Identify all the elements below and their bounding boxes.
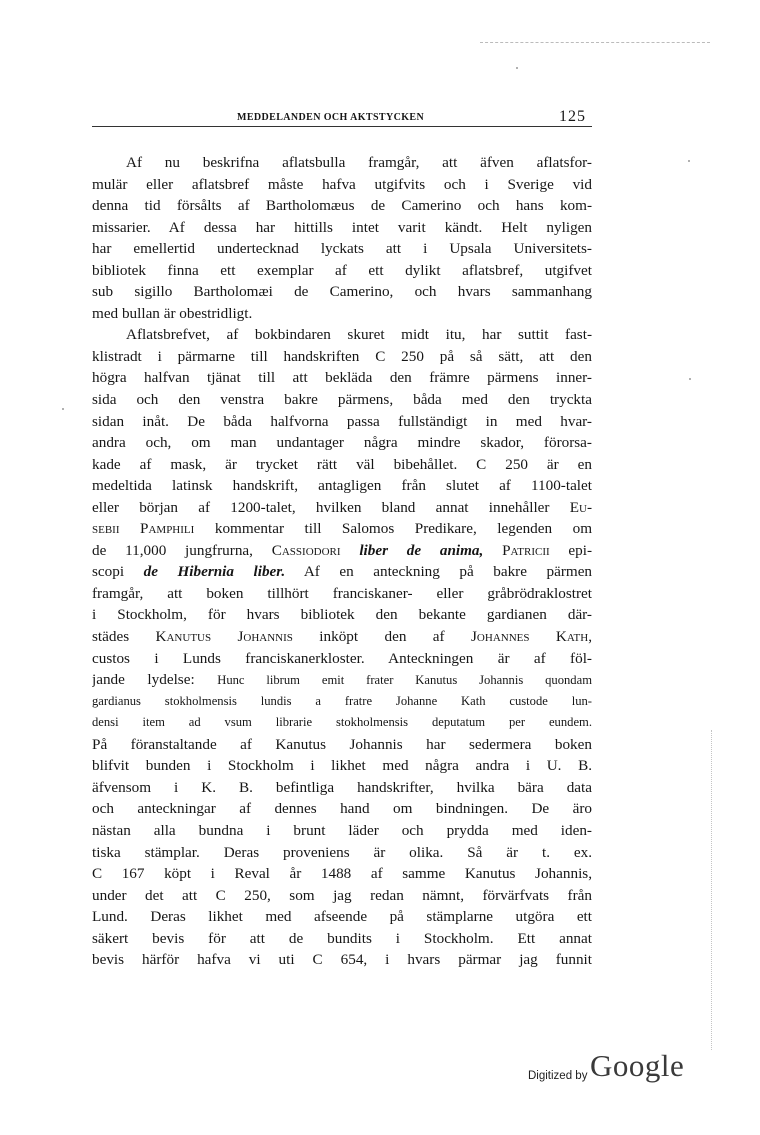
author-name: Eu- — [569, 498, 592, 516]
text-segment: de 11,000 jungfrurna, — [92, 541, 253, 559]
digitized-by-label: Digitized by — [528, 1070, 588, 1082]
quoted-inscription: Hunc librum emit frater Kanutus Johannis quondam — [217, 673, 592, 688]
text-segment: scopi — [92, 563, 125, 581]
scan-artifact-dot — [516, 67, 518, 69]
author-name: sebii Pamphili — [92, 520, 195, 538]
text-segment: inköpt den af — [319, 628, 445, 646]
text-line: sidan inåt. De båda halfvorna passa fullständigt in med hvar- — [92, 412, 592, 430]
text-line — [92, 540, 592, 562]
text-segment: jande lydelse: — [92, 671, 195, 689]
text-line: sub sigillo Bartholomæi de Camerino, och hvars sammanhang — [92, 283, 592, 301]
text-line: denna tid försålts af Bartholomæus de Camerino och hans kom- — [92, 197, 592, 215]
text-line: säkert bevis för att de bundits i Stockholm. Ett annat — [92, 929, 592, 947]
scan-artifact-dot — [689, 378, 691, 380]
text-line: Lund. Deras likhet med afseende på stämplarne utgöra ett — [92, 908, 592, 926]
quoted-inscription: gardianus stokholmensis lundis a fratre Johanne Kath custode lun- — [92, 693, 592, 708]
text-line: med bullan är obestridligt. — [92, 304, 253, 322]
text-line: under det att C 250, som jag redan nämnt, förvärfvats från — [92, 886, 592, 904]
text-segment: eller början af 1200-talet, hvilken bland annat innehåller — [92, 498, 550, 516]
text-line: blifvit bunden i Stockholm i likhet med några andra i U. B. — [92, 757, 592, 775]
author-name: Patricii — [502, 541, 550, 559]
text-line — [92, 626, 592, 648]
running-title: MEDDELANDEN OCH AKTSTYCKEN — [237, 112, 425, 123]
text-line: bibliotek finna ett exemplar af ett dylikt aflatsbref, utgifvet — [92, 261, 592, 279]
text-line — [92, 518, 592, 540]
scan-artifact-dot — [688, 160, 690, 162]
text-line: custos i Lunds franciskanerkloster. Anteckningen är af föl- — [92, 649, 592, 667]
text-line: har emellertid undertecknad lyckats att i Upsala Universitets- — [92, 240, 592, 258]
text-segment: städes — [92, 628, 130, 646]
author-name: Cassiodori — [271, 541, 341, 559]
text-line: framgår, att boken tillhört franciskaner- eller gråbrödraklostret — [92, 584, 592, 602]
text-line: nästan alla bundna i brunt läder och prydda med iden- — [92, 821, 592, 839]
text-line: sida och den venstra bakre pärmens, båda med den tryckta — [92, 391, 592, 409]
text-line: högra halfvan tjänat till att bekläda den främre pärmens inner- — [92, 369, 592, 387]
text-line: kade af mask, är trycket rätt väl bibehållet. C 250 är en — [92, 455, 592, 473]
text-line: På föranstaltande af Kanutus Johannis har sedermera boken — [92, 735, 592, 753]
body-text — [92, 152, 592, 971]
text-segment: Af en anteckning på bakre pärmen — [303, 563, 592, 581]
scan-artifact-dot — [62, 408, 64, 410]
person-name: Johannes Kath, — [471, 628, 592, 646]
text-line: missarier. Af dessa har hittills intet varit kändt. Helt nyligen — [92, 218, 592, 236]
text-line: andra och, om man undantager några mindre skador, förorsa- — [92, 434, 592, 452]
text-segment: epi- — [568, 541, 592, 559]
text-line: Aflatsbrefvet, af bokbindaren skuret midt itu, har suttit fast- — [126, 326, 592, 344]
page-number: 125 — [559, 108, 586, 125]
text-line: Af nu beskrifna aflatsbulla framgår, att äfven aflatsfor- — [126, 154, 592, 171]
work-title: liber de anima, — [359, 541, 484, 559]
text-line: äfvensom i K. B. befintliga handskrifter, hvilka bära data — [92, 778, 592, 796]
text-segment: kommentar till Salomos Predikare, legenden om — [214, 520, 592, 538]
person-name: Kanutus Johannis — [155, 628, 293, 646]
text-line: medeltida latinsk handskrift, antagligen från slutet af 1100-talet — [92, 477, 592, 495]
text-line — [92, 497, 592, 519]
text-line: C 167 köpt i Reval år 1488 af samme Kanutus Johannis, — [92, 865, 592, 883]
scan-artifact-dash — [480, 42, 710, 44]
google-logo: Google — [590, 1048, 685, 1083]
text-line: klistradt i pärmarne till handskriften C 250 på så sätt, att den — [92, 347, 592, 365]
quoted-inscription: densi item ad vsum librarie stokholmensis deputatum per eundem. — [92, 715, 592, 730]
text-line: mulär eller aflatsbref måste hafva utgifvits och i Sverige vid — [92, 175, 592, 193]
text-line: och anteckningar af dennes hand om bindningen. De äro — [92, 800, 592, 818]
text-line — [92, 561, 592, 583]
work-title: de Hibernia liber. — [143, 563, 286, 581]
text-line: i Stockholm, för hvars bibliotek den bekante gardianen där- — [92, 606, 592, 624]
header-rule — [92, 126, 592, 127]
digitized-by-google-watermark — [528, 1048, 698, 1098]
page-edge-shadow — [711, 730, 712, 1050]
text-line: bevis härför hafva vi uti C 654, i hvars pärmar jag funnit — [92, 951, 592, 969]
text-line — [92, 669, 592, 691]
text-line: tiska stämplar. Deras proveniens är olika. Så är t. ex. — [92, 843, 592, 861]
